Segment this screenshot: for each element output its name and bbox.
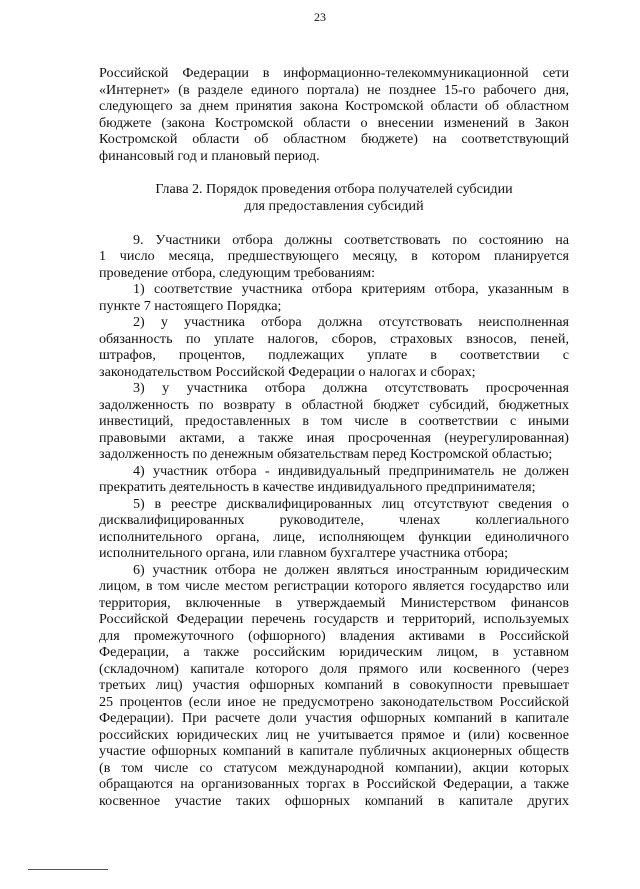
text-line: Федерации, а также российским юридическим лицом, в уставном [99, 644, 569, 660]
text-line: участие офшорных компаний в капитале публичных акционерных обществ [99, 743, 569, 759]
text-line: 25 процентов (если иное не предусмотрено законодательством Российской [99, 694, 569, 710]
text-line: 5) в реестре дисквалифицированных лиц отсутствуют сведения о [133, 496, 569, 512]
text-line: исполнительного органа, лице, исполняющем функции единоличного [99, 529, 569, 545]
text-line: проведение отбора, следующим требованиям: [99, 265, 376, 281]
text-line: правовыми актами, а также иная просроченная (неурегулированная) [99, 430, 569, 446]
text-line: «Интернет» (в разделе единого портала) не позднее 15-го рабочего дня, [99, 82, 569, 98]
text-line: дисквалифицированных руководителе, членах коллегиального [99, 512, 569, 528]
footer-divider [28, 869, 108, 870]
text-line: (складочном) капитале которого доля прямого или косвенного (через [99, 661, 569, 677]
text-line: обращаются на организованных торгах в Российской Федерации, а также [99, 776, 569, 792]
text-line: российских юридических лиц не учитывается прямое и (или) косвенное [99, 727, 569, 743]
text-line: 4) участник отбора - индивидуальный предприниматель не должен [133, 463, 569, 479]
text-line: 1 число месяца, предшествующего месяцу, в котором планируется [99, 248, 569, 264]
text-line: косвенное участие таких офшорных компаний в капитале других [99, 793, 569, 809]
text-line: задолженность по денежным обязательствам перед Костромской областью; [99, 446, 553, 462]
text-line: финансовый год и плановый период. [99, 148, 320, 164]
text-line: пункте 7 настоящего Порядка; [99, 298, 282, 314]
text-line: Российской Федерации перечень государств и территорий, используемых [99, 611, 569, 627]
text-line: Российской Федерации в информационно-телекоммуникационной сети [99, 65, 569, 81]
text-line: 3) у участника отбора должна отсутствовать просроченная [133, 380, 569, 396]
text-line: (в том числе со статусом международной компании), акции которых [99, 760, 569, 776]
text-line: для промежуточного (офшорного) владения активами в Российской [99, 628, 569, 644]
text-line: Костромской области об областном бюджете) на соответствующий [99, 131, 569, 147]
text-line: Федерации). При расчете доли участия офшорных компаний в капитале [99, 710, 569, 726]
text-line: территория, включенные в утверждаемый Министерством финансов [99, 595, 569, 611]
text-line: лицом, в том числе местом регистрации которого является государство или [99, 578, 569, 594]
text-line: прекратить деятельность в качестве индивидуального предпринимателя; [99, 479, 536, 495]
text-line: законодательством Российской Федерации о налогах и сборах; [99, 364, 476, 380]
page-number: 23 [314, 10, 326, 24]
chapter-heading: Глава 2. Порядок проведения отбора получателей субсидии [155, 181, 513, 197]
text-line: обязанность по уплате налогов, сборов, страховых взносов, пеней, [99, 331, 569, 347]
text-line: задолженность по возврату в областной бюджет субсидий, бюджетных [99, 397, 569, 413]
text-line: следующего за днем принятия закона Костромской области об областном [99, 98, 569, 114]
text-line: штрафов, процентов, подлежащих уплате в соответствии с [99, 347, 569, 363]
text-line: бюджете (закона Костромской области о внесении изменений в Закон [99, 115, 569, 131]
text-line: третьих лиц) участия офшорных компаний в совокупности превышает [99, 677, 569, 693]
text-line: исполнительного органа, или главном бухгалтере участника отбора; [99, 545, 509, 561]
text-line: 9. Участники отбора должны соответствовать по состоянию на [133, 232, 569, 248]
text-line: 1) соответствие участника отбора критериям отбора, указанным в [133, 281, 569, 297]
text-line: инвестиций, предоставленных в том числе в соответствии с иными [99, 413, 569, 429]
text-line: 6) участник отбора не должен являться иностранным юридическим [133, 562, 569, 578]
chapter-heading: для предоставления субсидий [244, 198, 424, 214]
text-line: 2) у участника отбора должна отсутствовать неисполненная [133, 314, 569, 330]
